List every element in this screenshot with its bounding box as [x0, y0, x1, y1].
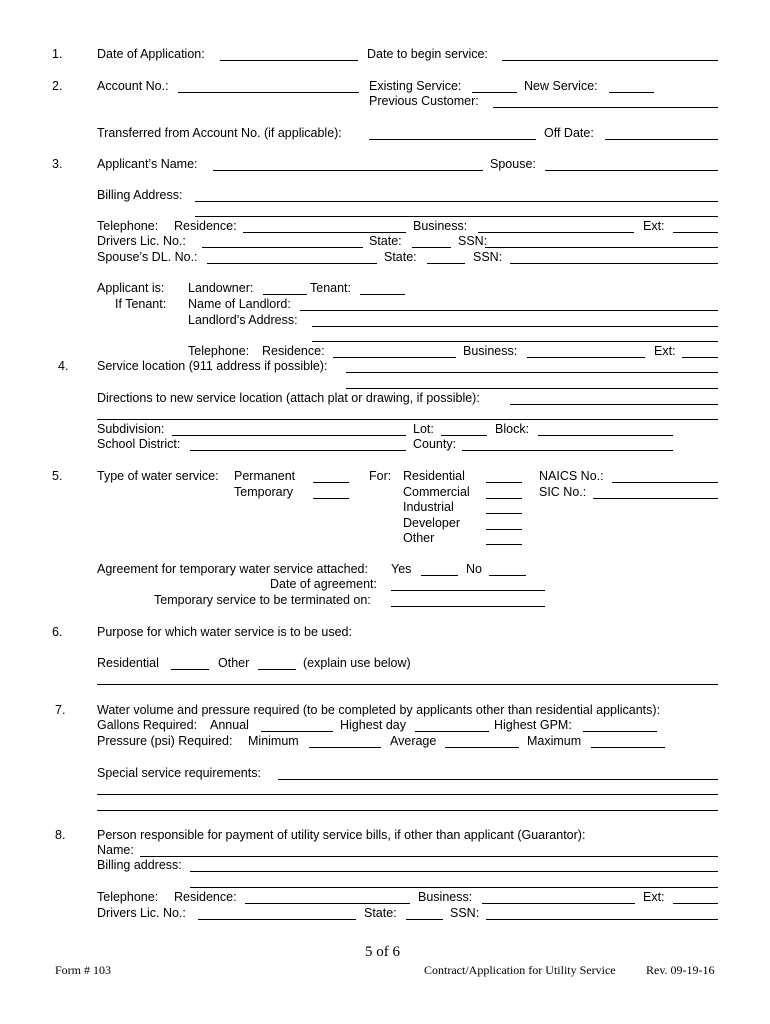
state-field[interactable] [412, 247, 451, 248]
directions-label: Directions to new service location (attach plat or drawing, if possible): [97, 391, 480, 405]
previous-customer-field[interactable] [493, 107, 718, 108]
landlord-residence-label: Residence: [262, 344, 325, 358]
special-requirements-label: Special service requirements: [97, 766, 261, 780]
date-of-application-field[interactable] [220, 60, 358, 61]
guarantor-drivers-label: Drivers Lic. No.: [97, 906, 186, 920]
billing-address-label: Billing Address: [97, 188, 183, 202]
drivers-lic-field[interactable] [202, 247, 363, 248]
maximum-label: Maximum [527, 734, 582, 748]
landlord-ext-field[interactable] [682, 357, 718, 358]
ssn-label: SSN: [458, 234, 488, 248]
permanent-label: Permanent [234, 469, 296, 483]
page-number: 5 of 6 [365, 944, 400, 960]
average-field[interactable] [445, 747, 519, 748]
guarantor-label: Person responsible for payment of utility service bills, if other than applicant (Guarantor): [97, 828, 586, 842]
section-number: 8. [55, 828, 66, 842]
revision-date: Rev. 09-19-16 [646, 963, 715, 977]
service-location-field[interactable] [346, 372, 718, 373]
guarantor-business-field[interactable] [482, 903, 635, 904]
spouse-state-field[interactable] [427, 263, 465, 264]
guarantor-ssn-label: SSN: [450, 906, 480, 920]
billing-address-field[interactable] [195, 201, 718, 202]
landlord-telephone-label: Telephone: [188, 344, 250, 358]
landlord-name-field[interactable] [300, 310, 718, 311]
temporary-label: Temporary [234, 485, 294, 499]
terminated-on-field[interactable] [391, 606, 545, 607]
off-date-label: Off Date: [544, 126, 594, 140]
guarantor-ext-field[interactable] [673, 903, 718, 904]
applicant-name-label: Applicant’s Name: [97, 157, 198, 171]
highest-gpm-label: Highest GPM: [494, 718, 572, 732]
guarantor-name-field[interactable] [140, 856, 718, 857]
no-field[interactable] [489, 575, 526, 576]
no-label: No [466, 562, 482, 576]
section-number: 2. [52, 79, 63, 93]
explain-use-label: (explain use below) [303, 656, 411, 670]
new-service-label: New Service: [524, 79, 598, 93]
developer-label: Developer [403, 516, 460, 530]
special-requirements-field-2[interactable] [97, 794, 718, 795]
date-begin-service-field[interactable] [502, 60, 718, 61]
guarantor-name-label: Name: [97, 843, 134, 857]
gallons-required-label: Gallons Required: [97, 718, 198, 732]
residence-label: Residence: [174, 219, 237, 233]
billing-address-field-2[interactable] [195, 216, 718, 217]
guarantor-state-field[interactable] [406, 919, 443, 920]
guarantor-state-label: State: [364, 906, 397, 920]
residential-use-field[interactable] [486, 482, 522, 483]
spouse-dl-label: Spouse’s DL. No.: [97, 250, 198, 264]
maximum-field[interactable] [591, 747, 665, 748]
ext-field[interactable] [673, 232, 718, 233]
subdivision-label: Subdivision: [97, 422, 165, 436]
explain-use-field[interactable] [97, 684, 718, 685]
section-number: 5. [52, 469, 63, 483]
spouse-ssn-label: SSN: [473, 250, 503, 264]
temporary-field[interactable] [313, 498, 349, 499]
drivers-lic-label: Drivers Lic. No.: [97, 234, 186, 248]
annual-field[interactable] [261, 731, 333, 732]
residence-phone-field[interactable] [243, 232, 406, 233]
industrial-label: Industrial [403, 500, 454, 514]
spouse-ssn-field[interactable] [510, 263, 718, 264]
developer-field[interactable] [486, 529, 522, 530]
industrial-field[interactable] [486, 513, 522, 514]
for-label: For: [369, 469, 392, 483]
minimum-field[interactable] [309, 747, 381, 748]
applicant-name-field[interactable] [213, 170, 483, 171]
date-begin-service-label: Date to begin service: [367, 47, 488, 61]
existing-service-field[interactable] [472, 92, 517, 93]
landlord-business-field[interactable] [527, 357, 645, 358]
previous-customer-label: Previous Customer: [369, 94, 479, 108]
guarantor-ext-label: Ext: [643, 890, 665, 904]
service-location-field-2[interactable] [346, 388, 718, 389]
guarantor-residence-field[interactable] [245, 903, 410, 904]
landlord-address-field-2[interactable] [312, 341, 718, 342]
landlord-name-label: Name of Landlord: [188, 297, 291, 311]
business-phone-field[interactable] [478, 232, 634, 233]
if-tenant-label: If Tenant: [115, 297, 167, 311]
landowner-field[interactable] [263, 294, 307, 295]
date-of-agreement-field[interactable] [391, 590, 545, 591]
form-title: Contract/Application for Utility Service [424, 963, 616, 977]
purpose-residential-label: Residential [97, 656, 159, 670]
naics-label: NAICS No.: [539, 469, 604, 483]
purpose-residential-field[interactable] [171, 669, 209, 670]
school-district-field[interactable] [190, 450, 406, 451]
school-district-label: School District: [97, 437, 181, 451]
highest-day-label: Highest day [340, 718, 407, 732]
guarantor-telephone-label: Telephone: [97, 890, 159, 904]
permanent-field[interactable] [313, 482, 349, 483]
purpose-other-label: Other [218, 656, 250, 670]
tenant-label: Tenant: [310, 281, 352, 295]
water-service-type-label: Type of water service: [97, 469, 219, 483]
block-label: Block: [495, 422, 530, 436]
guarantor-drivers-field[interactable] [198, 919, 356, 920]
transferred-account-field[interactable] [369, 139, 536, 140]
purpose-other-field[interactable] [258, 669, 296, 670]
date-of-application-label: Date of Application: [97, 47, 205, 61]
highest-day-field[interactable] [415, 731, 489, 732]
state-label: State: [369, 234, 402, 248]
applicant-is-label: Applicant is: [97, 281, 165, 295]
account-no-label: Account No.: [97, 79, 169, 93]
guarantor-billing-field-2[interactable] [190, 887, 718, 888]
new-service-field[interactable] [609, 92, 654, 93]
directions-field-2[interactable] [97, 419, 718, 420]
landlord-residence-field[interactable] [333, 357, 456, 358]
spouse-label: Spouse: [490, 157, 536, 171]
section-number: 1. [52, 47, 63, 61]
guarantor-ssn-field[interactable] [486, 919, 718, 920]
guarantor-billing-label: Billing address: [97, 858, 182, 872]
special-requirements-field[interactable] [278, 779, 718, 780]
pressure-required-label: Pressure (psi) Required: [97, 734, 233, 748]
annual-label: Annual [210, 718, 249, 732]
yes-label: Yes [391, 562, 412, 576]
section-number: 7. [55, 703, 66, 717]
sic-label: SIC No.: [539, 485, 587, 499]
landlord-business-label: Business: [463, 344, 518, 358]
lot-label: Lot: [413, 422, 434, 436]
lot-field[interactable] [441, 435, 487, 436]
special-requirements-field-3[interactable] [97, 810, 718, 811]
spouse-field[interactable] [545, 170, 718, 171]
purpose-label: Purpose for which water service is to be used: [97, 625, 352, 639]
telephone-label: Telephone: [97, 219, 159, 233]
directions-field[interactable] [510, 404, 718, 405]
tenant-field[interactable] [360, 294, 405, 295]
water-volume-label: Water volume and pressure required (to be completed by applicants other than residential applicants): [97, 703, 661, 717]
naics-field[interactable] [612, 482, 718, 483]
guarantor-business-label: Business: [418, 890, 473, 904]
landowner-label: Landowner: [188, 281, 254, 295]
section-number: 3. [52, 157, 63, 171]
county-field[interactable] [462, 450, 673, 451]
date-of-agreement-label: Date of agreement: [270, 577, 378, 591]
spouse-dl-field[interactable] [207, 263, 377, 264]
existing-service-label: Existing Service: [369, 79, 462, 93]
terminated-on-label: Temporary service to be terminated on: [154, 593, 371, 607]
ssn-field[interactable] [485, 247, 718, 248]
business-label: Business: [413, 219, 468, 233]
yes-field[interactable] [421, 575, 458, 576]
landlord-ext-label: Ext: [654, 344, 676, 358]
highest-gpm-field[interactable] [583, 731, 657, 732]
other-use-field[interactable] [486, 544, 522, 545]
residential-use-label: Residential [403, 469, 465, 483]
commercial-label: Commercial [403, 485, 470, 499]
temp-agreement-label: Agreement for temporary water service attached: [97, 562, 368, 576]
section-number: 6. [52, 625, 63, 639]
service-location-label: Service location (911 address if possible): [97, 359, 328, 373]
guarantor-billing-field[interactable] [190, 871, 718, 872]
off-date-field[interactable] [605, 139, 718, 140]
minimum-label: Minimum [248, 734, 299, 748]
county-label: County: [413, 437, 457, 451]
account-no-field[interactable] [178, 92, 359, 93]
spouse-state-label: State: [384, 250, 417, 264]
form-number: Form # 103 [55, 963, 112, 977]
transferred-account-label: Transferred from Account No. (if applicable): [97, 126, 342, 140]
landlord-address-field[interactable] [312, 326, 718, 327]
subdivision-field[interactable] [172, 435, 406, 436]
other-use-label: Other [403, 531, 435, 545]
sic-field[interactable] [593, 498, 718, 499]
average-label: Average [390, 734, 437, 748]
section-number: 4. [58, 359, 69, 373]
commercial-field[interactable] [486, 498, 522, 499]
guarantor-residence-label: Residence: [174, 890, 237, 904]
block-field[interactable] [538, 435, 673, 436]
ext-label: Ext: [643, 219, 665, 233]
landlord-address-label: Landlord’s Address: [188, 313, 298, 327]
